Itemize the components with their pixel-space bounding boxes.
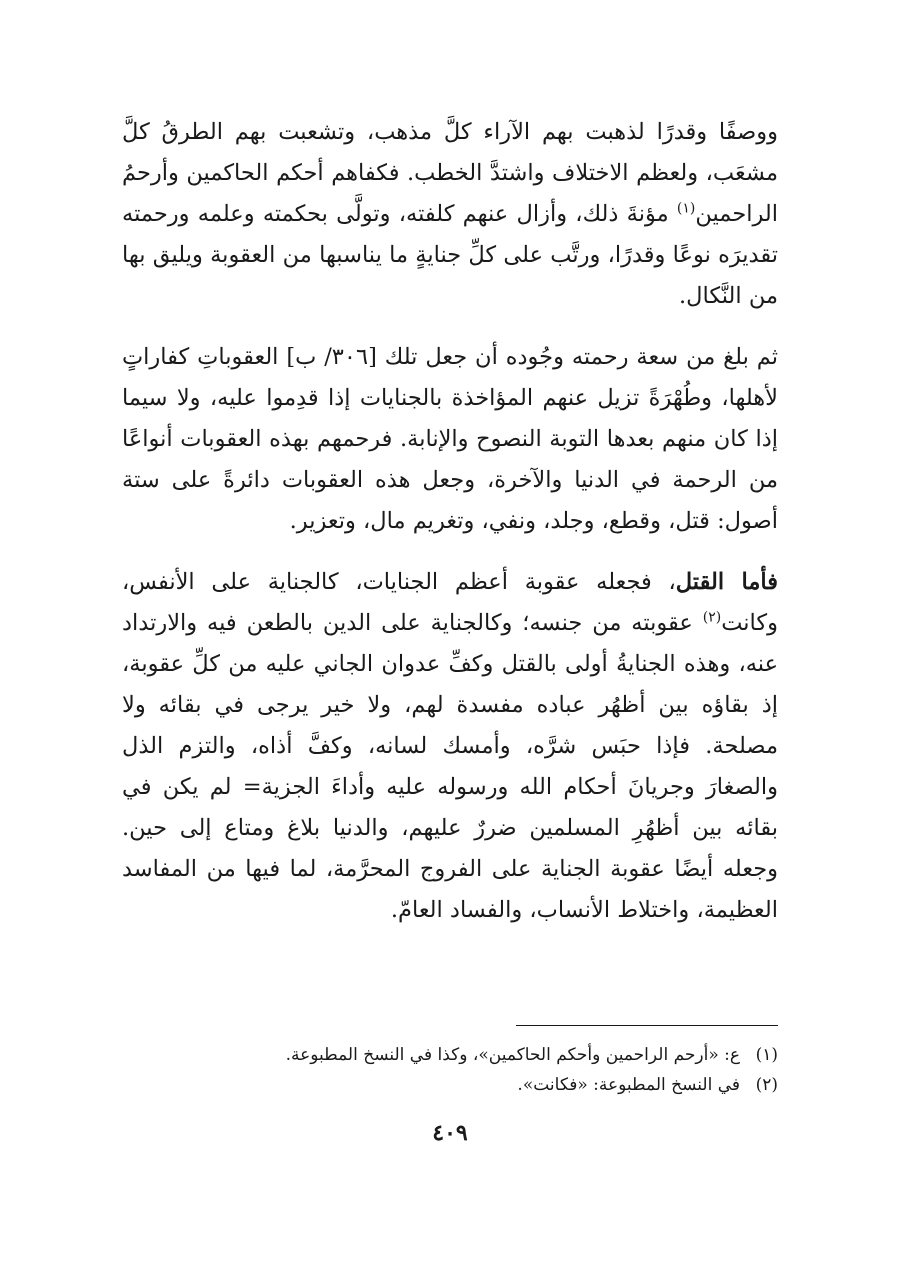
footnote-2-text: في النسخ المطبوعة: «فكانت». [517,1075,740,1095]
paragraph-3-text-b: عقوبته من جنسه؛ وكالجناية على الدين بالطعن فيه والارتداد عنه، وهذه الجنايةُ أولى بالقتل وكفِّ عدوان الجاني عليه من كلِّ عقوبة، إذ بقاؤه بين أظهُر عباده مفسدة لهم، ولا خير يرجى في بقائه ولا مصلحة. فإذا حبَس شرَّه، وأمسك لسانه، وكفَّ أذاه، والتزم الذل والصغارَ وجريانَ أحكام الله ورسوله عليه وأداءَ الجزية= لم يكن في بقائه بين أظهُرِ المسلمين ضررٌ عليهم، والدنيا بلاغ ومتاع إلى حين. وجعله أيضًا عقوبة الجناية على الفروج المحرَّمة، لما فيها من المفاسد العظيمة، واختلاط الأنساب، والفساد العامّ. [122,610,778,923]
footnote-1-number: (١) [755,1045,778,1065]
paragraph-3-lead: فأما القتل [675,569,778,595]
footnote-separator [516,1025,778,1026]
paragraph-1-text-a: ووصفًا وقدرًا لذهبت بهم الآراء كلَّ مذهب، وتشعبت بهم الطرقُ كلَّ مشعَب، ولعظم الاختلاف واشتدَّ الخطب. فكفاهم أحكم الحاكمين وأرحمُ الراحمين [122,119,778,227]
footnote-reference-1[interactable]: (١) [676,200,696,217]
main-text [122,112,778,931]
paragraph-2 [122,337,778,542]
paragraph-1 [122,112,778,317]
footnotes [122,1040,778,1100]
paragraph-2-text: ثم بلغ من سعة رحمته وجُوده أن جعل تلك [٣٠٦/ ب] العقوباتِ كفاراتٍ لأهلها، وطُهْرَةً تزيل عنهم المؤاخذة بالجنايات إذا قدِموا عليه، ولا سيما إذا كان منهم بعدها التوبة النصوح والإنابة. فرحمهم بهذه العقوبات أنواعًا من الرحمة في الدنيا والآخرة، وجعل هذه العقوبات دائرةً على ستة أصول: قتل، وقطع، وجلد، ونفي، وتغريم مال، وتعزير. [122,344,778,534]
footnote-1 [122,1040,778,1070]
footnote-2 [122,1070,778,1100]
page-number: ٤٠٩ [432,1120,468,1146]
footnote-2-number: (٢) [755,1075,778,1095]
paragraph-3 [122,562,778,931]
footnote-reference-2[interactable]: (٢) [702,609,722,626]
paragraph-3-text-a: ، فجعله عقوبة أعظم الجنايات، كالجناية على الأنفس، وكانت [122,569,778,636]
footnote-1-text: ع: «أرحم الراحمين وأحكم الحاكمين»، وكذا في النسخ المطبوعة. [285,1045,740,1065]
paragraph-1-text-b: مؤنةَ ذلك، وأزال عنهم كلفته، وتولَّى بحكمته وعلمه ورحمته تقديرَه نوعًا وقدرًا، ورتَّب على كلِّ جنايةٍ ما يناسبها من العقوبة ويليق بها من النَّكال. [122,201,778,309]
